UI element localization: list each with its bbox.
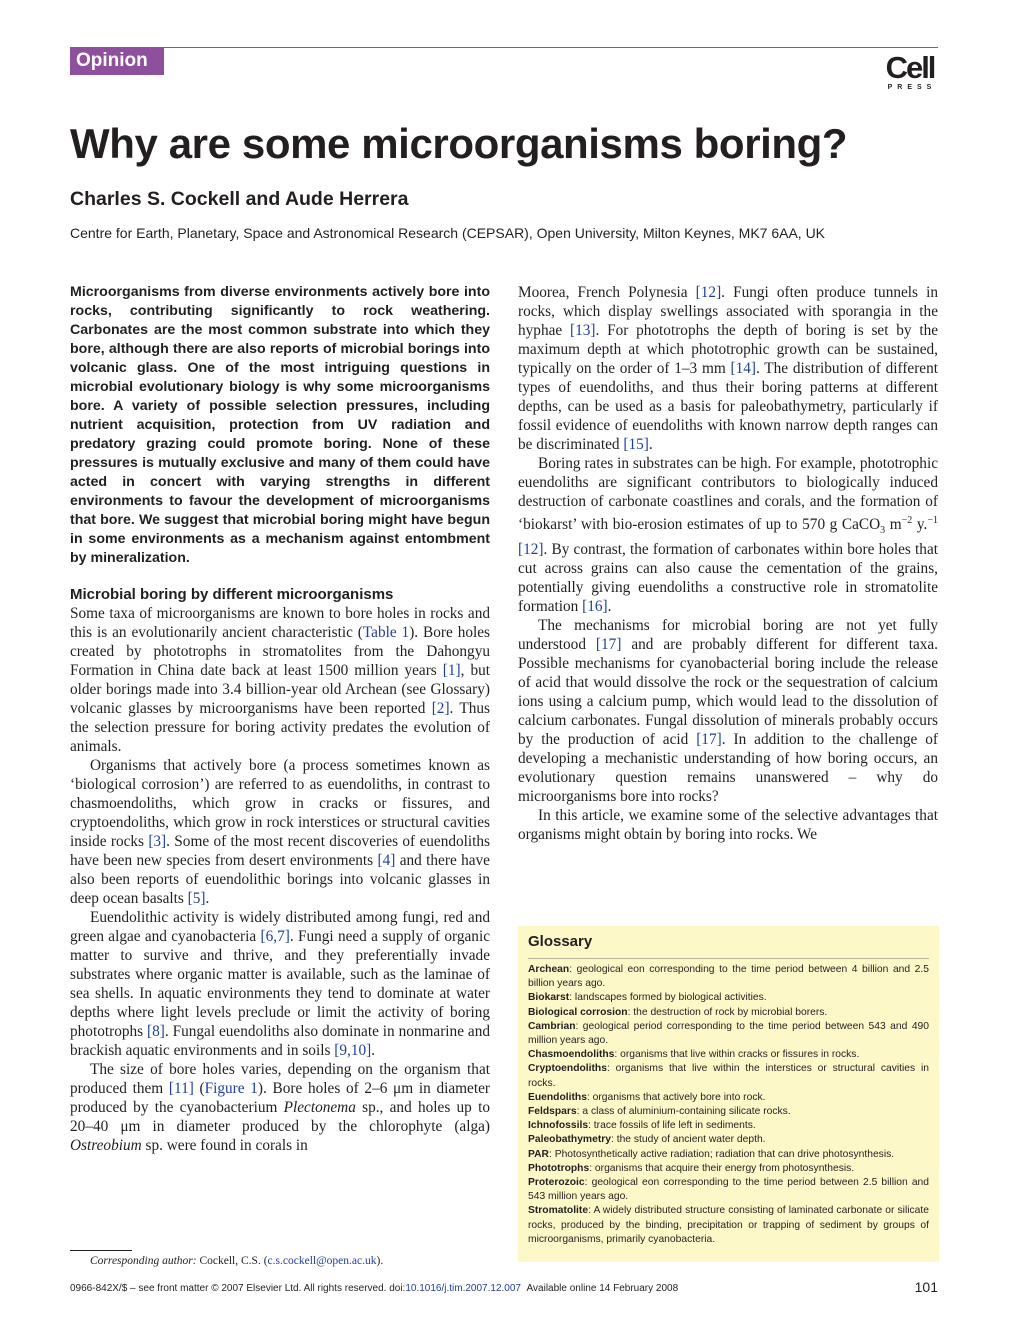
citation-link[interactable]: [17]	[696, 731, 722, 749]
glossary-term: Euendoliths	[528, 1091, 587, 1103]
footer-online-date: Available online 14 February 2008	[526, 1283, 679, 1294]
citation-link[interactable]: [15]	[623, 436, 649, 453]
glossary-entry	[528, 1091, 929, 1105]
body-paragraph: The mechanisms for microbial boring are not yet fully understood [17] and are probably different for different taxa. Possible mechanisms for cyanobacterial boring include the release of acid that would dissolve the rock or the sequestration of calcium ions using a calcium pump, which would lead to the dissolution of calcium carbonates. Fungal dissolution of minerals probably occurs by the production of acid [17]. In addition to the challenge of developing a mechanistic understanding of how boring occurs, an evolutionary question remains unanswered – why do microorganisms bore into rocks?	[518, 617, 938, 806]
header-rule	[164, 47, 938, 48]
glossary-entry	[528, 963, 929, 991]
body-paragraph: In this article, we examine some of the selective advantages that organisms might obtain by boring into rocks. We	[518, 807, 938, 844]
body-paragraph: Boring rates in substrates can be high. For example, phototrophic euendoliths are significant contributors to biologically induced destruction of carbonate coastlines and corals, and the formation of ‘biokarst’ with bio-erosion estimates of up to 570 g CaCO$_3$ $m^{-2}$ y.$^{-1}$ [12]. By contrast, the formation of carbonates within bore holes that cut across grains can also cause the cementation of the grains, potentially giving euendoliths a constructive role in stromatolite formation [16].	[518, 455, 938, 616]
logo-word: Cell	[885, 50, 935, 85]
citation-link[interactable]: [11]	[168, 1080, 194, 1097]
citation-link[interactable]: [5]	[187, 890, 206, 907]
glossary-entry	[528, 1148, 929, 1162]
glossary-definition: : organisms that actively bore into rock.	[586, 1091, 766, 1103]
article-affiliation: Centre for Earth, Planetary, Space and Astronomical Research (CEPSAR), Open University, Milton Keynes, MK7 6AA, UK	[70, 225, 826, 241]
glossary-term: Biological corrosion	[528, 1006, 628, 1018]
logo-press: PRESS	[887, 84, 937, 91]
citation-link[interactable]: [1]	[442, 662, 461, 679]
left-column	[70, 283, 490, 1155]
citation-link[interactable]: [17]	[595, 636, 622, 654]
glossary-term: Archean	[528, 964, 570, 975]
glossary-term: Ichnofossils	[528, 1120, 589, 1132]
glossary-list	[528, 963, 929, 1247]
glossary-term: Biokarst	[528, 992, 570, 1004]
page-footer	[70, 1283, 678, 1295]
glossary-term: Stromatolite	[528, 1205, 589, 1217]
right-column	[518, 283, 938, 844]
glossary-definition: : a class of aluminium-containing silicate rocks.	[576, 1106, 791, 1118]
glossary-entry	[528, 1105, 929, 1119]
citation-link[interactable]: [12]	[518, 541, 544, 559]
cell-press-logo	[880, 50, 940, 92]
author-email-link[interactable]: c.s.cockell@open.ac.uk	[267, 1255, 377, 1267]
glossary-term: Feldspars	[528, 1106, 577, 1118]
body-paragraph: Moorea, French Polynesia [12]. Fungi often produce tunnels in rocks, which display swellings associated with sporangia in the hyphae [13]. For phototrophs the depth of boring is set by the maximum depth at which phototrophic growth can be sustained, typically on the order of 1–3 mm [14]. The distribution of different types of euendoliths, and thus their boring patterns at different depths, can be used as a basis for paleobathymetry, particularly if fossil evidence of euendoliths with known narrow depth ranges can be discriminated [15].	[518, 284, 939, 453]
citation-link[interactable]: [16]	[582, 598, 608, 616]
glossary-entry	[528, 1204, 929, 1247]
citation-link[interactable]: [14]	[730, 360, 757, 377]
abstract: Microorganisms from diverse environments actively bore into rocks, contributing significantly to rock weathering. Carbonates are the most common substrate into which they bore, although there are also reports of microbial borings into volcanic glass. One of the most intriguing questions in microbial evolutionary biology is why some microorganisms bore. A variety of possible selection pressures, including nutrient acquisition, protection from UV radiation and predatory grazing could promote boring. None of these pressures is mutually exclusive and many of them could have acted in concert with varying strengths in different environments to favour the development of microorganisms that bore. We suggest that microbial boring might have begun in some environments as a mechanism against entombment by mineralization.	[70, 284, 490, 566]
glossary-title: Glossary	[528, 933, 593, 950]
glossary-entry	[528, 1048, 929, 1062]
glossary-definition: : organisms that acquire their energy from photosynthesis.	[589, 1162, 855, 1174]
glossary-entry	[528, 1162, 929, 1176]
table-link[interactable]: Table 1	[362, 624, 410, 641]
article-authors: Charles S. Cockell and Aude Herrera	[70, 188, 409, 210]
glossary-definition: : landscapes formed by biological activities.	[569, 992, 767, 1004]
glossary-definition: : trace fossils of life left in sediments.	[588, 1120, 756, 1132]
glossary-definition: : organisms that live within cracks or fissures in rocks.	[614, 1049, 860, 1061]
citation-link[interactable]: [13]	[569, 322, 596, 339]
glossary-entry	[528, 1176, 929, 1204]
figure-link[interactable]: Figure 1	[204, 1080, 258, 1097]
citation-link[interactable]: [8]	[147, 1023, 165, 1040]
glossary-definition: : geological eon corresponding to the time period between 2.5 billion and 543 million years ago.	[528, 1177, 929, 1203]
glossary-entry	[528, 1062, 929, 1090]
citation-link[interactable]: [9,10]	[334, 1042, 372, 1059]
citation-link[interactable]: [4]	[377, 852, 396, 869]
footnote-label: Corresponding author:	[90, 1255, 197, 1267]
glossary-box	[518, 926, 939, 1262]
glossary-definition: : geological eon corresponding to the time period between 4 billion and 2.5 billion years ago.	[528, 964, 929, 990]
glossary-entry	[528, 991, 929, 1005]
body-paragraph: Organisms that actively bore (a process sometimes known as ‘biological corrosion’) are referred to as euendoliths, in contrast to chasmoendoliths, which grow in cracks or fissures, and cryptoendoliths, which grow in rock interstices or structural cavities inside rocks [3]. Some of the most recent discoveries of euendoliths have been new species from desert environments [4] and there have also been reports of euendolithic borings into volcanic glasses in deep ocean basalts [5].	[70, 757, 490, 907]
glossary-definition: : Photosynthetically active radiation; radiation that can drive photosynthesis.	[548, 1148, 895, 1160]
footnote-name: Cockell, C.S.	[199, 1255, 261, 1267]
citation-link[interactable]: [6,7]	[260, 928, 290, 945]
glossary-entry	[528, 1133, 929, 1147]
corresponding-author-note: Corresponding author: Cockell, C.S. (c.s.cockell@open.ac.uk).	[90, 1255, 384, 1267]
article-title: Why are some microorganisms boring?	[70, 120, 848, 167]
body-paragraph: The size of bore holes varies, depending on the organism that produced them [11] (Figure 1). Bore holes of 2–6 μm in diameter produced by the cyanobacterium Plectonema sp., and holes up to 20–40 μm in diameter produced by the chlorophyte (alga) Ostreobium sp. were found in corals in	[70, 1061, 490, 1154]
glossary-term: PAR	[528, 1148, 549, 1160]
glossary-rule	[528, 958, 929, 959]
glossary-definition: : geological period corresponding to the time period between 543 and 490 million years ago.	[528, 1020, 929, 1047]
glossary-definition: : the study of ancient water depth.	[610, 1134, 766, 1146]
glossary-term: Cambrian	[528, 1020, 576, 1032]
footer-issn: 0966-842X/$ – see front matter © 2007 Elsevier Ltd. All rights reserved. doi:	[70, 1283, 406, 1294]
body-paragraph: Some taxa of microorganisms are known to bore holes in rocks and this is an evolutionarily ancient characteristic (Table 1). Bore holes created by phototrophs in stromatolites from the Dahongyu Formation in China date back at least 1500 million years [1], but older borings made into 3.4 billion-year old Archean (see Glossary) volcanic glasses by microorganisms have been reported [2]. Thus the selection pressure for boring activity predates the evolution of animals.	[70, 605, 491, 755]
glossary-entry	[528, 1020, 929, 1048]
glossary-term: Chasmoendoliths	[528, 1049, 615, 1061]
glossary-term: Phototrophs	[528, 1162, 590, 1174]
glossary-entry	[528, 1119, 929, 1133]
citation-link[interactable]: [2]	[431, 700, 450, 717]
section-label: Opinion	[70, 47, 164, 75]
glossary-term: Proterozoic	[528, 1177, 585, 1189]
citation-link[interactable]: [12]	[695, 284, 722, 301]
page-number: 101	[914, 1279, 938, 1295]
glossary-entry	[528, 1006, 929, 1020]
glossary-definition: : organisms that live within the interstices or structural cavities in rocks.	[528, 1063, 929, 1089]
body-paragraph: Euendolithic activity is widely distributed among fungi, red and green algae and cyanobacteria [6,7]. Fungi need a supply of organic matter to survive and thrive, and they preferentially invade substrates where organic matter is available, such as the laminae of sea shells. In aquatic environments they tend to dominate at water depths where light levels preclude or limit the activity of boring phototrophs [8]. Fungal euendoliths also dominate in nonmarine and brackish aquatic environments and in soils [9,10].	[70, 909, 490, 1059]
footnote-rule	[70, 1250, 132, 1251]
glossary-definition: : the destruction of rock by microbial borers.	[627, 1006, 828, 1018]
section-heading: Microbial boring by different microorganisms	[70, 586, 394, 603]
glossary-term: Paleobathymetry	[528, 1134, 611, 1146]
glossary-definition: : A widely distributed structure consisting of laminated carbonate or silicate rocks, produced by the binding, precipitation or trapping of sediment by groups of microorganisms, primarily cyanobacteria.	[528, 1205, 929, 1245]
citation-link[interactable]: [3]	[148, 833, 167, 850]
doi-link[interactable]: 10.1016/j.tim.2007.12.007	[405, 1283, 521, 1294]
glossary-term: Cryptoendoliths	[528, 1063, 607, 1075]
